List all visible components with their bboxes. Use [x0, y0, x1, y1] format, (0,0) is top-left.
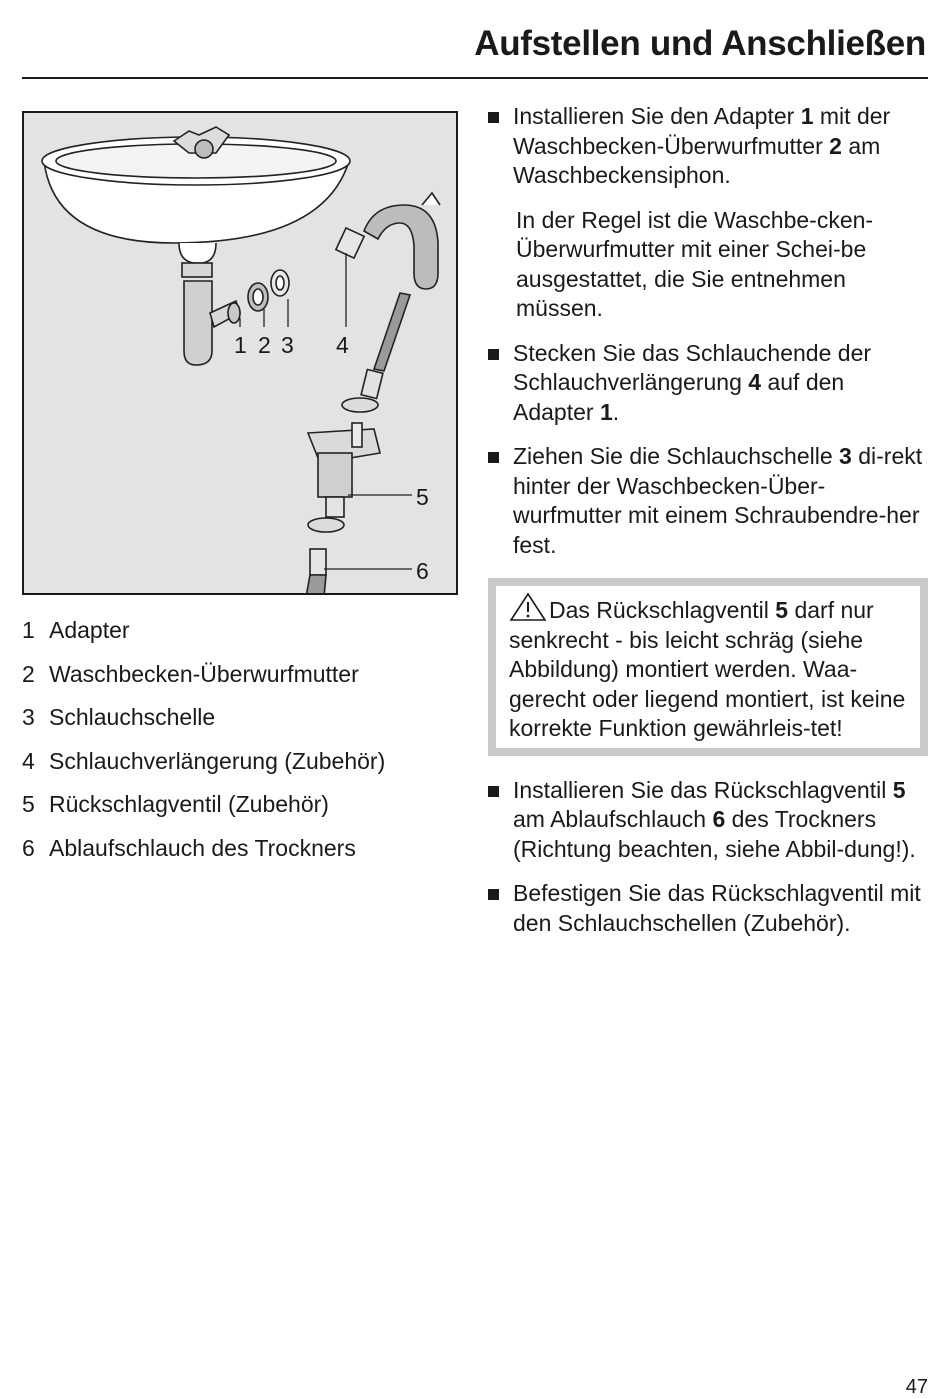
bullet-icon	[488, 112, 499, 123]
step-text: Installieren Sie den Adapter 1 mit der Waschbecken-Überwurfmutter 2 am Waschbeckensiphon.	[513, 103, 891, 188]
adapter-part-1	[228, 303, 240, 323]
legend-item	[22, 616, 442, 660]
legend-label: Waschbecken-Überwurfmutter	[49, 660, 359, 687]
legend-number: 3	[22, 704, 35, 731]
page-number: 47	[905, 1376, 928, 1398]
lower-clamp	[308, 518, 344, 532]
installation-illustration	[22, 111, 458, 595]
legend-number: 6	[22, 834, 35, 861]
legend-number: 1	[22, 617, 35, 643]
callout-1: 1	[234, 332, 247, 358]
bullet-icon	[488, 786, 499, 797]
warning-text: Das Rückschlagventil 5 darf nur senkrecht - bis leicht schräg (siehe Abbildung) montiert werden. Waa-gerecht oder liegend montiert, ist keine korrekte Funktion gewährleis-tet!	[509, 597, 906, 741]
legend-number: 2	[22, 660, 35, 687]
bullet-icon	[488, 349, 499, 360]
dryer-hose	[306, 575, 326, 595]
legend-label: Adapter	[49, 617, 130, 643]
upper-clamp	[342, 398, 378, 412]
title-divider	[22, 77, 928, 79]
warning-triangle-icon	[509, 592, 547, 622]
legend-item	[22, 660, 442, 704]
callout-5: 5	[416, 484, 429, 510]
instructions-column	[488, 102, 928, 953]
step-text: Ziehen Sie die Schlauchschelle 3 di-rekt hinter der Waschbecken-Über-wurfmutter mit einem Schraubendre-her fest.	[513, 443, 923, 558]
instruction-step-4	[488, 776, 928, 865]
instruction-note: In der Regel ist die Waschbe-cken-Überwurfmutter mit einer Schei-be ausgestattet, die Sie entnehmen müssen.	[516, 206, 874, 321]
callout-4: 4	[336, 332, 349, 358]
warning-box	[488, 578, 928, 756]
legend-item	[22, 747, 442, 791]
instruction-step-3	[488, 442, 928, 560]
callout-6: 6	[416, 558, 429, 584]
instruction-step-5	[488, 879, 928, 938]
legend-number: 5	[22, 791, 35, 818]
legend-label: Rückschlagventil (Zubehör)	[49, 791, 329, 818]
legend-label: Schlauchverlängerung (Zubehör)	[49, 747, 386, 774]
callout-3: 3	[281, 332, 294, 358]
extension-hose	[374, 293, 410, 371]
bullet-icon	[488, 889, 499, 900]
bullet-icon	[488, 452, 499, 463]
legend-number: 4	[22, 747, 35, 774]
step-text: Stecken Sie das Schlauchende der Schlauchverlängerung 4 auf den Adapter 1.	[513, 339, 872, 425]
siphon	[184, 281, 212, 365]
instruction-step-2	[488, 339, 928, 428]
legend-item	[22, 790, 442, 834]
legend-item	[22, 834, 442, 878]
legend-label: Schlauchschelle	[49, 704, 216, 731]
step-text: Befestigen Sie das Rückschlagventil mit den Schlauchschellen (Zubehör).	[513, 880, 921, 936]
hose-hook	[364, 205, 438, 289]
figure-legend	[22, 616, 442, 878]
page-title: Aufstellen und Anschließen	[474, 24, 926, 63]
legend-label: Ablaufschlauch des Trockners	[49, 834, 356, 861]
callout-2: 2	[258, 332, 271, 358]
step-text: Installieren Sie das Rückschlagventil 5 am Ablaufschlauch 6 des Trockners (Richtung beachten, siehe Abbil-dung!).	[513, 776, 916, 862]
instruction-step-1	[488, 102, 928, 191]
sink-siphon-diagram	[24, 113, 458, 595]
legend-item	[22, 703, 442, 747]
